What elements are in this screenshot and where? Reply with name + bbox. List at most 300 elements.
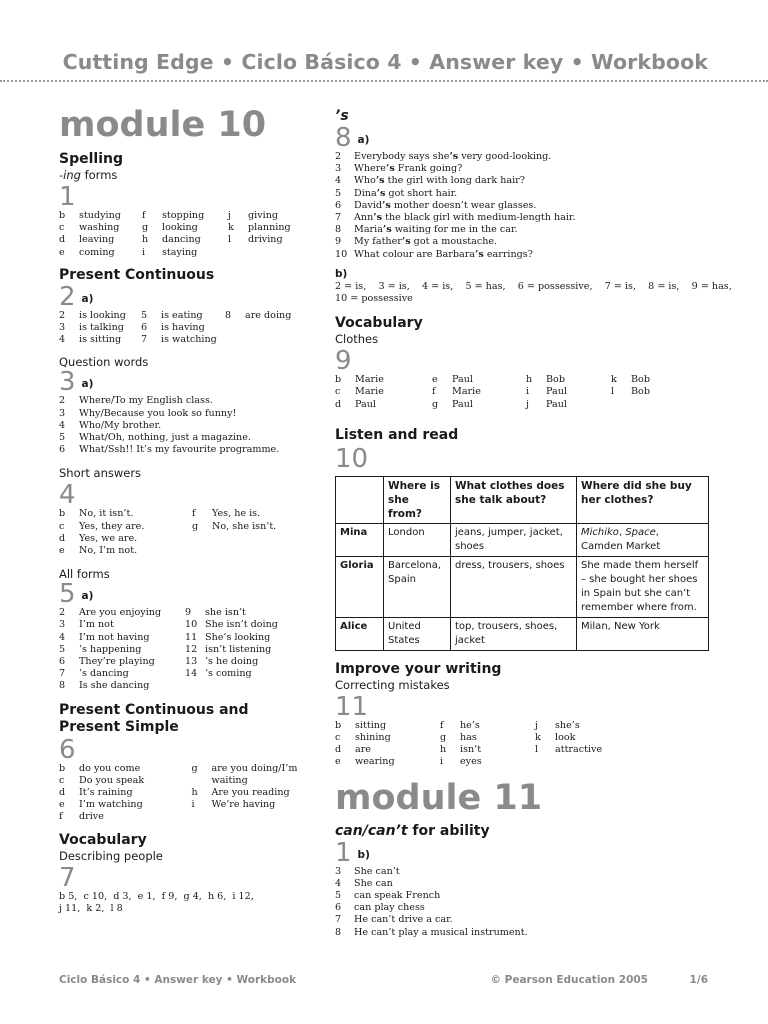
answer-key: j <box>526 398 529 410</box>
answer-key: 8 <box>335 926 342 938</box>
answer-text: It’s raining <box>79 787 133 799</box>
answer-highlight: ’s <box>375 175 385 187</box>
answer-key: 6 <box>59 656 66 668</box>
answer-column <box>59 310 141 347</box>
answer-column <box>59 607 185 692</box>
answer-text: can speak French <box>354 890 441 902</box>
answer-key: 3 <box>59 619 66 631</box>
answer-text: staying <box>162 246 198 258</box>
answer-item <box>335 878 715 890</box>
answer-key: e <box>59 246 65 258</box>
answer-key: i <box>191 799 195 811</box>
exercise-number: 9 <box>335 346 352 377</box>
page-header: Cutting Edge • Ciclo Básico 4 • Answer key • Workbook <box>62 50 708 74</box>
answer-item <box>59 508 192 520</box>
answer-item <box>142 234 228 246</box>
answer-item <box>185 668 315 680</box>
section-heading: Spelling <box>59 151 123 167</box>
answer-key: j <box>228 210 231 221</box>
answer-item <box>59 607 185 619</box>
answer-item <box>59 432 321 444</box>
answer-key: b <box>335 719 342 731</box>
answer-text: Paul <box>452 398 473 410</box>
answer-key: k <box>611 374 617 386</box>
answer-item <box>59 334 141 346</box>
answer-item <box>59 799 192 811</box>
answer-text: Do you speak <box>79 774 145 786</box>
answer-item <box>141 334 225 346</box>
answer-text: No, it isn’t. <box>79 508 134 520</box>
listen-read-table <box>335 476 709 651</box>
answer-text: She isn’t doing <box>205 619 278 631</box>
exercise-number: 1 <box>59 182 76 212</box>
answer-text: Are you reading <box>211 787 290 799</box>
answer-text: Maria <box>354 224 383 236</box>
answer-item <box>59 632 185 644</box>
answer-item <box>59 444 321 456</box>
answer-key: c <box>335 386 341 398</box>
section-heading: ’s <box>335 108 349 124</box>
answer-key: 6 <box>59 444 66 456</box>
section-subheading: Describing people <box>59 848 163 863</box>
answer-key: 3 <box>335 865 342 877</box>
answer-text: I’m not <box>79 619 114 631</box>
exercise-answers <box>59 310 321 347</box>
section-vocabulary-clothes <box>335 315 715 411</box>
module-10-title: module 10 <box>59 105 267 145</box>
answer-text: is sitting <box>79 334 122 346</box>
answer-line: b 5, c 10, d 3, e 1, f 9, g 4, h 6, i 12, <box>59 890 254 902</box>
section-heading: Vocabulary <box>59 831 147 848</box>
answer-column <box>440 720 535 769</box>
answer-item <box>59 234 142 246</box>
exercise-answers <box>59 607 321 692</box>
answer-item <box>228 222 308 234</box>
left-column <box>59 102 321 915</box>
answer-text: He can’t drive a car. <box>354 914 453 926</box>
answer-item <box>335 224 715 236</box>
answer-key: e <box>432 374 438 386</box>
answer-item <box>141 322 225 334</box>
answer-key: 4 <box>335 877 342 889</box>
section-s <box>335 108 732 305</box>
answer-key: 8 <box>59 680 66 692</box>
answer-text: waiting for me in the car. <box>391 224 518 236</box>
answer-item <box>335 163 715 175</box>
answer-column <box>59 763 192 824</box>
answer-item <box>335 399 432 411</box>
answer-item <box>335 188 715 200</box>
answer-text: do you come <box>79 762 141 774</box>
section-subheading: -ing forms <box>59 168 118 182</box>
answer-text: My father <box>354 236 402 248</box>
answer-key: 3 <box>59 322 66 334</box>
table-cell: Barcelona, Spain <box>384 556 451 617</box>
section-improve-writing <box>335 661 715 769</box>
answer-column <box>59 210 142 259</box>
answer-text: is having <box>161 322 205 334</box>
answer-text: isn’t listening <box>205 643 272 655</box>
answer-text: attractive <box>555 744 603 756</box>
section-heading: Vocabulary <box>335 315 423 332</box>
answer-item <box>59 680 185 692</box>
answer-text: Bob <box>631 374 650 386</box>
answer-item <box>335 927 715 939</box>
answer-item <box>59 763 192 775</box>
answer-text: mother doesn’t wear glasses. <box>390 199 537 211</box>
answer-highlight: ’s <box>449 151 459 162</box>
answer-key: 4 <box>59 631 66 643</box>
exercise-number: 3 $^{a)}$ <box>59 367 94 398</box>
answer-key: 5 <box>59 432 66 444</box>
answer-item <box>59 408 321 420</box>
answer-text: Paul <box>452 374 473 386</box>
answer-text: driving <box>248 234 283 246</box>
section-short-answers <box>59 466 321 557</box>
section-heading: Short answers <box>59 466 142 481</box>
table-cell: She made them herself – she bought her shoes in Spain but she can’t remember where from. <box>577 556 709 617</box>
section-heading: All forms <box>59 567 110 582</box>
answer-item <box>335 386 432 398</box>
section-heading: Improve your writing <box>335 660 502 677</box>
answer-text: Are you enjoying <box>79 607 162 619</box>
answer-key: f <box>142 210 146 221</box>
answer-text: are <box>355 744 371 756</box>
answer-item <box>59 310 141 322</box>
answer-key: 2 <box>335 151 342 162</box>
answer-key: 9 <box>185 607 192 619</box>
answer-item <box>59 656 185 668</box>
answer-key: 8 <box>225 309 232 321</box>
section-heading: Present Continuous and <box>59 701 249 718</box>
exercise-number: 8 $^{a)}$ <box>335 123 370 153</box>
answer-text: No, she isn’t. <box>212 520 277 532</box>
table-cell: Mina <box>336 523 384 556</box>
answer-text: stopping <box>162 210 205 221</box>
answer-key: 2 <box>59 607 66 619</box>
answer-highlight: ’s <box>401 236 411 248</box>
section-present-continuous <box>59 267 321 347</box>
table-cell: London <box>384 523 451 556</box>
answer-text: giving <box>248 210 279 221</box>
answer-item <box>192 508 312 520</box>
answer-item <box>59 533 192 545</box>
answer-item <box>59 420 321 432</box>
footer-page-number: 1/6 <box>689 974 708 986</box>
answer-key: k <box>228 222 234 234</box>
answer-text: Yes, he is. <box>212 508 261 520</box>
table-cell: jeans, jumper, jacket, shoes <box>451 523 577 556</box>
answer-column <box>335 720 440 769</box>
answer-column <box>192 508 312 557</box>
answer-item <box>59 644 185 656</box>
answer-key: h <box>191 787 198 799</box>
answer-item <box>59 775 192 787</box>
answer-text: Who <box>354 175 376 187</box>
table-cell: dress, trousers, shoes <box>451 556 577 617</box>
answer-key: 11 <box>185 631 198 643</box>
answer-text: ’s dancing <box>79 668 129 680</box>
answer-item <box>185 619 315 631</box>
answer-text: are you doing/I’m <box>211 762 298 774</box>
answer-key: c <box>59 222 65 234</box>
answer-item <box>59 210 142 222</box>
answer-item <box>432 399 526 411</box>
answer-text: has <box>460 732 477 744</box>
answer-key: j <box>535 719 538 731</box>
exercise-number: 5 $^{a)}$ <box>59 579 94 610</box>
answer-text: is looking <box>79 309 126 321</box>
answer-item <box>611 374 691 386</box>
answer-text: She can <box>354 877 393 889</box>
module-11-title: module 11 <box>335 777 543 818</box>
section-heading: Present Continuous <box>59 266 215 283</box>
answer-key: 5 <box>335 890 342 902</box>
answer-column <box>228 210 308 259</box>
answer-key: b <box>59 762 66 774</box>
answer-item <box>535 744 625 756</box>
answer-key: 4 <box>59 334 66 346</box>
answer-item <box>59 811 192 823</box>
table-cell: Gloria <box>336 556 384 617</box>
answer-column <box>335 374 432 411</box>
answer-key: h <box>142 234 149 246</box>
section-pc-ps <box>59 702 321 824</box>
answer-key: i <box>440 756 444 768</box>
answer-key: 7 <box>141 334 148 346</box>
answer-item <box>142 222 228 234</box>
answer-text: She can’t <box>354 865 400 877</box>
answer-text: she’s <box>555 719 580 731</box>
answer-item <box>335 756 440 768</box>
answer-text: she isn’t <box>205 607 246 619</box>
answer-item <box>228 210 308 222</box>
answer-item <box>335 212 715 224</box>
section-question-words <box>59 355 321 456</box>
exercise-number: 2 $^{a)}$ <box>59 281 94 312</box>
table-cell: Michiko, Space, Camden Market <box>577 523 709 556</box>
answer-text: What/Oh, nothing, just a magazine. <box>79 432 251 444</box>
table-row <box>336 617 709 650</box>
answer-text: sitting <box>355 719 387 731</box>
answer-text: Is she dancing <box>79 680 150 692</box>
answer-item <box>335 902 715 914</box>
answer-item <box>59 668 185 680</box>
answer-item <box>526 386 611 398</box>
answer-key: 5 <box>59 643 66 655</box>
answer-key: 8 <box>335 224 342 236</box>
exercise-answers <box>59 763 321 824</box>
answer-highlight: ’s <box>382 199 391 211</box>
answer-item <box>335 866 715 878</box>
answer-text: can play chess <box>354 902 425 914</box>
answer-key: 9 <box>335 236 342 248</box>
answer-line: 2 = is, 3 = is, 4 = is, 5 = has, 6 = possessive, 7 = is, 8 = is, 9 = has, <box>335 280 732 292</box>
answer-item <box>335 890 715 902</box>
exercise-answers <box>335 720 715 769</box>
answer-text: He can’t play a musical instrument. <box>354 926 528 938</box>
answer-key: f <box>192 508 196 520</box>
answer-key: d <box>59 787 66 799</box>
answer-text: Marie <box>452 386 481 398</box>
answer-key: 7 <box>335 914 342 926</box>
answer-text: wearing <box>355 756 395 768</box>
answer-text: coming <box>79 246 115 258</box>
answer-item <box>335 200 715 212</box>
exercise-part: b) <box>335 267 348 280</box>
answer-column <box>526 374 611 411</box>
section-heading: can/can’t for ability <box>335 822 490 839</box>
table-cell: United States <box>384 617 451 650</box>
answer-text: Frank going? <box>394 163 463 175</box>
answer-item <box>535 732 625 744</box>
answer-text: We’re having <box>211 799 276 811</box>
answer-column <box>59 508 192 557</box>
answer-item <box>185 632 315 644</box>
answer-key: g <box>432 398 439 410</box>
answer-item <box>335 374 432 386</box>
answer-key: 10 <box>185 619 198 631</box>
answer-key: c <box>59 774 65 786</box>
answer-text: the girl with long dark hair? <box>384 175 525 187</box>
answer-key: e <box>335 756 341 768</box>
answer-item <box>335 732 440 744</box>
answer-text: are doing <box>245 309 292 321</box>
answer-text: Dina <box>354 187 377 199</box>
answer-text: No, I’m not. <box>79 545 138 557</box>
answer-column <box>432 374 526 411</box>
exercise-answers <box>335 866 715 939</box>
answer-column <box>141 310 225 347</box>
exercise-number: 1 $^{b)}$ <box>335 837 370 868</box>
answer-text: Why/Because you look so funny! <box>79 407 237 419</box>
footer-copyright: © Pearson Education 2005 <box>490 974 648 986</box>
answer-key: 6 <box>335 902 342 914</box>
answer-item <box>335 914 715 926</box>
answer-key: i <box>142 246 146 258</box>
answer-item <box>59 247 142 259</box>
answer-text: studying <box>79 210 121 221</box>
answer-key: g <box>440 732 447 744</box>
answer-item <box>142 210 228 222</box>
table-cell: top, trousers, shoes, jacket <box>451 617 577 650</box>
answer-item <box>228 234 308 246</box>
answer-key: l <box>228 234 232 246</box>
answer-item <box>440 732 535 744</box>
answer-item <box>59 322 141 334</box>
answer-column <box>611 374 691 411</box>
answer-item <box>335 151 715 163</box>
answer-item <box>59 222 142 234</box>
answer-item <box>611 386 691 398</box>
answer-item <box>185 607 315 619</box>
answer-item <box>59 619 185 631</box>
answer-item <box>192 787 322 799</box>
answer-item <box>335 175 715 187</box>
answer-text: I’m not having <box>79 631 150 643</box>
answer-key: 7 <box>59 668 66 680</box>
answer-text: look <box>555 732 576 744</box>
answer-text: ’s coming <box>205 668 252 680</box>
answer-key: b <box>335 374 342 386</box>
answer-text: looking <box>162 222 198 234</box>
answer-line: j 11, k 2, l 8 <box>59 902 123 914</box>
exercise-number: 11 <box>335 691 369 722</box>
answer-text: Marie <box>355 386 384 398</box>
answer-text: They’re playing <box>79 656 155 668</box>
answer-column <box>535 720 625 769</box>
answer-key: 14 <box>185 668 198 680</box>
answer-column <box>142 210 228 259</box>
answer-item <box>335 744 440 756</box>
table-row <box>336 556 709 617</box>
answer-key: 6 <box>335 199 342 211</box>
exercise-number: 10 <box>335 443 369 474</box>
answer-item <box>335 720 440 732</box>
answer-column <box>185 607 315 692</box>
answer-key: d <box>335 398 342 410</box>
answer-text: ’s he doing <box>205 656 259 668</box>
exercise-answers <box>335 374 715 411</box>
answer-text: dancing <box>162 234 201 246</box>
answer-key: 2 <box>59 309 66 321</box>
section-subheading: Correcting mistakes <box>335 677 450 692</box>
answer-text: Yes, we are. <box>79 532 138 544</box>
answer-text: washing <box>79 222 120 234</box>
table-header <box>336 476 384 523</box>
answer-item <box>142 247 228 259</box>
answer-item <box>192 763 322 775</box>
exercise-answers <box>59 210 321 259</box>
footer-title: Ciclo Básico 4 • Answer key • Workbook <box>59 974 297 986</box>
answer-text: Ann <box>354 212 374 224</box>
answer-item <box>192 775 322 787</box>
answer-item <box>192 799 322 811</box>
answer-key: f <box>59 811 63 823</box>
answer-text: is talking <box>79 322 124 334</box>
answer-key: g <box>142 222 149 234</box>
answer-item <box>440 744 535 756</box>
answer-key: b <box>59 210 66 221</box>
answer-column <box>225 310 305 347</box>
answer-key: 6 <box>141 322 148 334</box>
answer-text: is eating <box>161 309 203 321</box>
answer-text: Paul <box>546 386 567 398</box>
section-module-11 <box>335 775 715 939</box>
exercise-answers <box>335 151 715 261</box>
section-all-forms <box>59 567 321 692</box>
table-header: What clothes does she talk about? <box>451 476 577 523</box>
answer-item <box>335 249 715 261</box>
answer-text: very good-looking. <box>458 151 552 162</box>
answer-column <box>192 763 322 824</box>
answer-line: 10 = possessive <box>335 293 413 305</box>
answer-highlight: ’s <box>475 248 484 260</box>
answer-item <box>185 656 315 668</box>
answer-key: h <box>440 744 447 756</box>
table-header: Where did she buy her clothes? <box>577 476 709 523</box>
answer-key: 13 <box>185 656 198 668</box>
answer-text: David <box>354 199 383 211</box>
answer-key: 3 <box>335 163 342 175</box>
answer-key: b <box>59 508 66 520</box>
answer-key: 2 <box>59 395 66 407</box>
section-vocabulary-people <box>59 832 321 915</box>
answer-highlight: ’s <box>376 187 386 199</box>
answer-key: f <box>432 386 436 398</box>
answer-text: She’s looking <box>205 631 271 643</box>
answer-item <box>535 720 625 732</box>
